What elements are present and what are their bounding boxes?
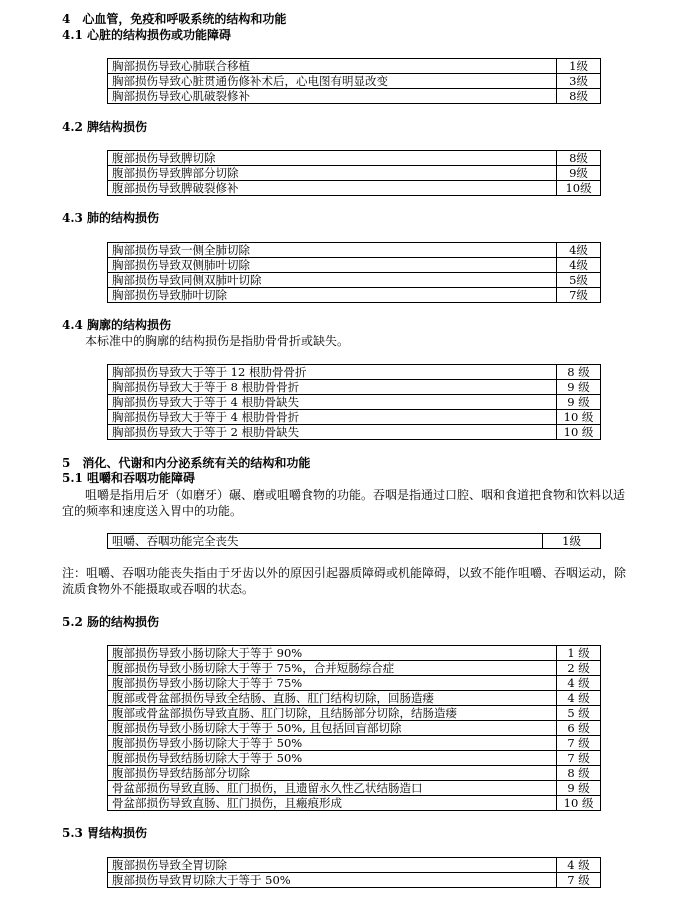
injury-description: 胸部损伤导致一侧全肺切除 [108, 243, 557, 258]
injury-description: 腹部或骨盆部损伤导致全结肠、直肠、肛门结构切除，回肠造瘘 [108, 691, 557, 706]
disability-grade: 10级 [557, 181, 601, 196]
injury-description: 胸部损伤导致心脏贯通伤修补术后，心电图有明显改变 [108, 74, 557, 89]
table-row [108, 691, 601, 706]
table-5-1 [107, 533, 601, 549]
disability-grade: 9 级 [557, 395, 601, 410]
table-row [108, 646, 601, 661]
table-row [108, 736, 601, 751]
table-row [108, 380, 601, 395]
table-4-2 [107, 150, 601, 196]
table-row [108, 395, 601, 410]
injury-description: 腹部损伤导致小肠切除大于等于 50% [108, 736, 557, 751]
disability-grade: 4级 [557, 243, 601, 258]
injury-description: 胸部损伤导致心肌破裂修补 [108, 89, 557, 104]
disability-grade: 1级 [557, 59, 601, 74]
injury-description: 胸部损伤导致肺叶切除 [108, 288, 557, 303]
disability-grade: 3级 [557, 74, 601, 89]
disability-grade: 7 级 [557, 873, 601, 888]
table-row [108, 410, 601, 425]
table-row [108, 273, 601, 288]
table-row [108, 288, 601, 303]
table-row [108, 151, 601, 166]
table-4-1 [107, 58, 601, 104]
section-5-1-para-line2: 宜的频率和速度送入胃中的功能。 [62, 504, 243, 518]
section-5-1-footnote-line2: 流质食物外不能摄取或吞咽的状态。 [62, 582, 255, 596]
disability-grade: 4 级 [557, 691, 601, 706]
table-row [108, 425, 601, 440]
injury-description: 胸部损伤导致同侧双肺叶切除 [108, 273, 557, 288]
section-5-title: 5 消化、代谢和内分泌系统有关的结构和功能 [62, 456, 311, 470]
table-row [108, 661, 601, 676]
disability-grade: 10 级 [557, 410, 601, 425]
section-5-2-title: 5.2 肠的结构损伤 [62, 615, 160, 629]
table-row [108, 89, 601, 104]
disability-grade: 1 级 [557, 646, 601, 661]
disability-grade: 7 级 [557, 751, 601, 766]
injury-description: 腹部或骨盆部损伤导致直肠、肛门切除，且结肠部分切除，结肠造瘘 [108, 706, 557, 721]
injury-description: 腹部损伤导致结肠部分切除 [108, 766, 557, 781]
disability-grade: 8级 [557, 151, 601, 166]
table-row [108, 676, 601, 691]
table-row [108, 721, 601, 736]
injury-description: 腹部损伤导致小肠切除大于等于 50%, 且包括回盲部切除 [108, 721, 557, 736]
injury-description: 胸部损伤导致大于等于 8 根肋骨骨折 [108, 380, 557, 395]
disability-grade: 1级 [543, 534, 601, 549]
table-row [108, 258, 601, 273]
injury-description: 腹部损伤导致小肠切除大于等于 90% [108, 646, 557, 661]
disability-grade: 9级 [557, 166, 601, 181]
injury-description: 胸部损伤导致大于等于 2 根肋骨缺失 [108, 425, 557, 440]
disability-grade: 4 级 [557, 858, 601, 873]
table-row [108, 166, 601, 181]
injury-description: 骨盆部损伤导致直肠、肛门损伤，且遗留永久性乙状结肠造口 [108, 781, 557, 796]
table-row [108, 706, 601, 721]
disability-grade: 7 级 [557, 736, 601, 751]
section-5-1-para-line1: 咀嚼是指用后牙（如磨牙）碾、磨或咀嚼食物的功能。吞咽是指通过口腔、咽和食道把食物和饮料以适 [85, 488, 626, 502]
injury-description: 胸部损伤导致大于等于 12 根肋骨骨折 [108, 365, 557, 380]
table-row [108, 873, 601, 888]
injury-description: 胸部损伤导致双侧肺叶切除 [108, 258, 557, 273]
table-row [108, 59, 601, 74]
injury-description: 骨盆部损伤导致直肠、肛门损伤，且瘢痕形成 [108, 796, 557, 811]
injury-description: 腹部损伤导致胃切除大于等于 50% [108, 873, 557, 888]
injury-description: 咀嚼、吞咽功能完全丧失 [108, 534, 543, 549]
section-4-4-title: 4.4 胸廓的结构损伤 [62, 318, 172, 332]
table-row [108, 534, 601, 549]
section-4-1-title: 4.1 心脏的结构损伤或功能障碍 [62, 28, 232, 42]
injury-description: 腹部损伤导致全胃切除 [108, 858, 557, 873]
table-row [108, 181, 601, 196]
injury-description: 胸部损伤导致大于等于 4 根肋骨缺失 [108, 395, 557, 410]
section-5-3-title: 5.3 胃结构损伤 [62, 826, 148, 840]
table-4-4 [107, 364, 601, 440]
table-row [108, 781, 601, 796]
disability-grade: 4 级 [557, 676, 601, 691]
section-4-title: 4 心血管，免疫和呼吸系统的结构和功能 [62, 12, 287, 26]
disability-grade: 8级 [557, 89, 601, 104]
injury-description: 腹部损伤导致脾切除 [108, 151, 557, 166]
injury-description: 腹部损伤导致小肠切除大于等于 75%，合并短肠综合症 [108, 661, 557, 676]
injury-description: 胸部损伤导致心肺联合移植 [108, 59, 557, 74]
table-5-3 [107, 857, 601, 888]
disability-grade: 5级 [557, 273, 601, 288]
table-row [108, 858, 601, 873]
disability-grade: 8 级 [557, 365, 601, 380]
section-4-3-title: 4.3 肺的结构损伤 [62, 211, 160, 225]
disability-grade: 8 级 [557, 766, 601, 781]
disability-grade: 6 级 [557, 721, 601, 736]
disability-grade: 2 级 [557, 661, 601, 676]
section-4-4-note: 本标准中的胸廓的结构损伤是指肋骨骨折或缺失。 [85, 334, 350, 348]
disability-grade: 7级 [557, 288, 601, 303]
disability-grade: 9 级 [557, 380, 601, 395]
table-row [108, 365, 601, 380]
injury-description: 腹部损伤导致脾破裂修补 [108, 181, 557, 196]
table-row [108, 796, 601, 811]
table-row [108, 243, 601, 258]
disability-grade: 9 级 [557, 781, 601, 796]
section-4-2-title: 4.2 脾结构损伤 [62, 120, 148, 134]
disability-grade: 5 级 [557, 706, 601, 721]
disability-grade: 4级 [557, 258, 601, 273]
section-5-1-footnote-line1: 注：咀嚼、吞咽功能丧失指由于牙齿以外的原因引起器质障碍或机能障碍，以致不能作咀嚼、吞咽运动，除 [62, 566, 627, 580]
table-5-2 [107, 645, 601, 811]
disability-grade: 10 级 [557, 796, 601, 811]
table-row [108, 74, 601, 89]
table-4-3 [107, 242, 601, 303]
section-5-1-title: 5.1 咀嚼和吞咽功能障碍 [62, 471, 196, 485]
table-row [108, 766, 601, 781]
injury-description: 腹部损伤导致结肠切除大于等于 50% [108, 751, 557, 766]
injury-description: 腹部损伤导致脾部分切除 [108, 166, 557, 181]
disability-grade: 10 级 [557, 425, 601, 440]
injury-description: 胸部损伤导致大于等于 4 根肋骨骨折 [108, 410, 557, 425]
table-row [108, 751, 601, 766]
injury-description: 腹部损伤导致小肠切除大于等于 75% [108, 676, 557, 691]
